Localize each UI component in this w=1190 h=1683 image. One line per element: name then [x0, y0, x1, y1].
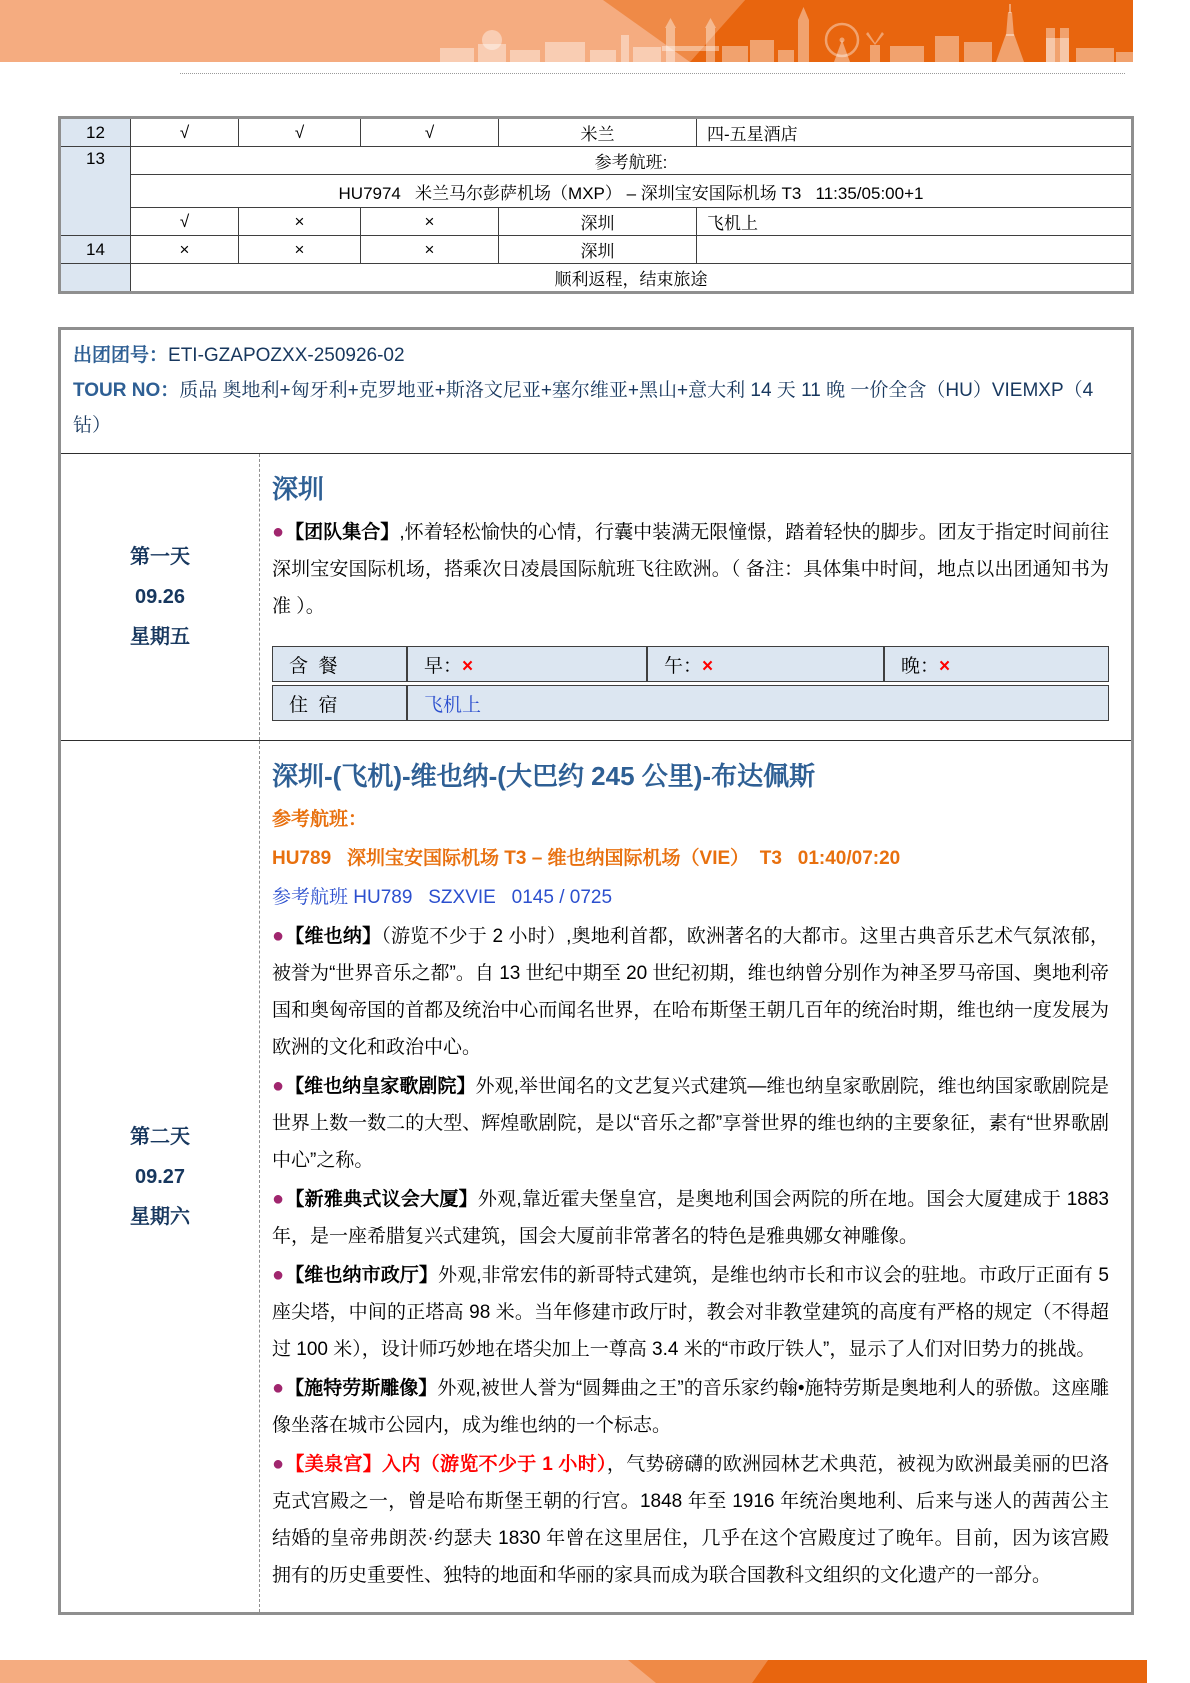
day2-label	[61, 741, 260, 1612]
bullet-dot-icon: ●	[272, 1188, 285, 1210]
breakfast-cell	[407, 646, 647, 682]
attraction-paragraph	[272, 918, 1109, 1066]
attraction-paragraph	[272, 1370, 1109, 1444]
flight-ref-title-cell: 参考航班:	[131, 147, 1133, 175]
day2-content	[260, 741, 1131, 1612]
hotel-cell: 四-五星酒店	[697, 118, 1133, 147]
table-row	[60, 236, 1133, 264]
day2-title: 深圳-(飞机)-维也纳-(大巴约 245 公里)-布达佩斯	[272, 761, 816, 791]
lunch-mark: ×	[239, 208, 361, 236]
day2-row	[61, 741, 1131, 1612]
day-number-cell: 13	[60, 147, 131, 236]
attraction-text: （游览不少于 2 小时）,奥地利首都，欧洲著名的大都市。这里古典音乐艺术气氛浓郁，被誉为“世界音乐之都”。自 13 世纪中期至 20 世纪初期，维也纳曾分别作为神圣罗马帝国、奥地利帝国和奥匈帝国的首都及统治中心而闻名世界，在哈布斯堡王朝几百年的统治时期，维也纳一度发展为欧洲的文化和政治中心。	[272, 926, 1109, 1058]
table-row	[60, 264, 1133, 293]
bullet-dot-icon: ●	[272, 1264, 285, 1286]
dinner-x-mark: ×	[939, 655, 951, 677]
attraction-label: 【新雅典式议会大厦】	[285, 1189, 478, 1210]
city-cell: 米兰	[499, 118, 697, 147]
day2-name: 第二天	[130, 1125, 190, 1148]
attraction-paragraph	[272, 1257, 1109, 1368]
lodging-value-cell: 飞机上	[407, 685, 1109, 721]
day2-date: 09.27	[134, 1165, 186, 1188]
flight-ref-secondary: 参考航班 HU789 SZXVIE 0145 / 0725	[272, 887, 613, 908]
tour-header	[61, 330, 1131, 454]
day1-weekday: 星期五	[130, 626, 190, 648]
lodging-row	[272, 685, 1109, 721]
lunch-cell	[647, 646, 884, 682]
breakfast-mark: √	[131, 208, 239, 236]
closing-note-cell: 顺利返程，结束旅途	[131, 264, 1133, 293]
lunch-mark: ×	[239, 236, 361, 264]
flight-info-line: HU789 深圳宝安国际机场 T3 – 维也纳国际机场（VIE） T3 01:40/07:20	[272, 848, 901, 869]
itinerary-detail-box	[58, 327, 1134, 1615]
dinner-label: 晚：	[901, 655, 940, 677]
attraction-label: 【维也纳市政厅】	[285, 1265, 439, 1286]
attraction-label: 【维也纳皇家歌剧院】	[285, 1076, 476, 1097]
bullet-dot-icon: ●	[272, 1377, 285, 1399]
bullet-dot-icon: ●	[272, 1075, 285, 1097]
day1-title: 深圳	[272, 474, 325, 504]
day2-weekday: 星期六	[130, 1205, 190, 1228]
tour-no-value: 质品 奥地利+匈牙利+克罗地亚+斯洛文尼亚+塞尔维亚+黑山+意大利 14 天 11 晚 一价全含（HU）VIEMXP（4 钻）	[73, 380, 1099, 436]
attraction-text: 外观,靠近霍夫堡皇宫，是奥地利国会两院的所在地。国会大厦建成于 1883 年，是一座希腊复兴式建筑，国会大厦前非常著名的特色是雅典娜女神雕像。	[272, 1189, 1109, 1247]
table-row	[60, 208, 1133, 236]
breakfast-label: 早：	[424, 655, 463, 677]
lodging-label-cell: 住 宿	[272, 685, 407, 721]
table-row	[60, 118, 1133, 147]
attraction-text: 外观,被世人誉为“圆舞曲之王”的音乐家约翰•施特劳斯是奥地利人的骄傲。这座雕像坐落在城市公园内，成为维也纳的一个标志。	[272, 1378, 1109, 1436]
day1-name: 第一天	[130, 546, 190, 568]
tour-group-label: 出团团号：	[73, 345, 169, 366]
hotel-cell: 飞机上	[697, 208, 1133, 236]
dinner-mark: √	[361, 118, 499, 147]
attraction-text: 外观,非常宏伟的新哥特式建筑，是维也纳市长和市议会的驻地。市政厅正面有 5 座尖塔，中间的正塔高 98 米。当年修建市政厅时，教会对非教堂建筑的高度有严格的规定（不得超过 100 米），设计师巧妙地在塔尖加上一尊高 3.4 米的“市政厅铁人”，显示了人们对旧势力的挑战。	[272, 1265, 1109, 1360]
paragraph-text: ,怀着轻松愉快的心情，行囊中装满无限憧憬，踏着轻快的脚步。团友于指定时间前往深圳宝安国际机场，搭乘次日凌晨国际航班飞往欧洲。（ 备注：具体集中时间，地点以出团通知书为准 ）。	[272, 522, 1109, 617]
dinner-mark: ×	[361, 236, 499, 264]
city-cell: 深圳	[499, 236, 697, 264]
bullet-dot-icon: ●	[272, 521, 285, 543]
table-row	[60, 175, 1133, 208]
tour-group-number: ETI-GZAPOZXX-250926-02	[168, 345, 405, 366]
header-divider	[180, 73, 1125, 74]
schedule-summary-table	[58, 116, 1134, 294]
flight-ref-title: 参考航班：	[272, 809, 368, 830]
dinner-mark: ×	[361, 208, 499, 236]
bullet-dot-icon: ●	[272, 1453, 285, 1475]
day1-paragraph	[272, 514, 1109, 625]
attraction-label: 【维也纳】	[285, 926, 382, 947]
day-number-cell	[60, 264, 131, 293]
tour-no-label: TOUR NO：	[73, 380, 180, 401]
header-skyline-banner	[0, 0, 1133, 62]
breakfast-x-mark: ×	[462, 655, 474, 677]
tour-group-line	[73, 338, 1117, 373]
city-cell: 深圳	[499, 208, 697, 236]
day-number-cell: 14	[60, 236, 131, 264]
day1-date: 09.26	[134, 586, 186, 608]
attraction-paragraph	[272, 1181, 1109, 1255]
breakfast-mark: √	[131, 118, 239, 147]
attraction-paragraph	[272, 1068, 1109, 1179]
bullet-dot-icon: ●	[272, 925, 285, 947]
hotel-cell	[697, 236, 1133, 264]
day1-content	[260, 454, 1131, 740]
day1-label	[61, 454, 260, 740]
dinner-cell	[884, 646, 1109, 682]
meal-label-cell: 含 餐	[272, 646, 407, 682]
lunch-label: 午：	[664, 655, 703, 677]
day1-meal-table	[272, 643, 1109, 724]
footer-banner	[0, 1660, 1147, 1683]
attraction-paragraph	[272, 1446, 1109, 1594]
attraction-text: 外观,举世闻名的文艺复兴式建筑—维也纳皇家歌剧院，维也纳国家歌剧院是世界上数一数二的大型、辉煌歌剧院，是以“音乐之都”享誉世界的维也纳的主要象征，素有“世界歌剧中心”之称。	[272, 1076, 1109, 1171]
attraction-text: ，气势磅礴的欧洲园林艺术典范，被视为欧洲最美丽的巴洛克式宫殿之一，曾是哈布斯堡王朝的行宫。1848 年至 1916 年统治奥地利、后来与迷人的茜茜公主结婚的皇帝弗朗茨·约瑟夫 1830 年曾在这里居住，几乎在这个宫殿度过了晚年。目前，因为该宫殿拥有的历史重要性、独特的地面和华丽的家具而成为联合国教科文组织的文化遗产的一部分。	[272, 1454, 1109, 1586]
tour-no-line	[73, 373, 1117, 443]
lunch-mark: √	[239, 118, 361, 147]
day1-row	[61, 454, 1131, 741]
breakfast-mark: ×	[131, 236, 239, 264]
attraction-label: 【施特劳斯雕像】	[285, 1378, 438, 1399]
lunch-x-mark: ×	[702, 655, 714, 677]
flight-info-cell: HU7974 米兰马尔彭萨机场（MXP） – 深圳宝安国际机场 T3 11:35/05:00+1	[131, 175, 1133, 208]
meal-row	[272, 646, 1109, 682]
attraction-label-highlight: 【美泉宫】入内（游览不少于 1 小时）	[285, 1454, 607, 1475]
day-number-cell: 12	[60, 118, 131, 147]
paragraph-label: 【团队集合】	[285, 522, 400, 543]
table-row	[60, 147, 1133, 175]
